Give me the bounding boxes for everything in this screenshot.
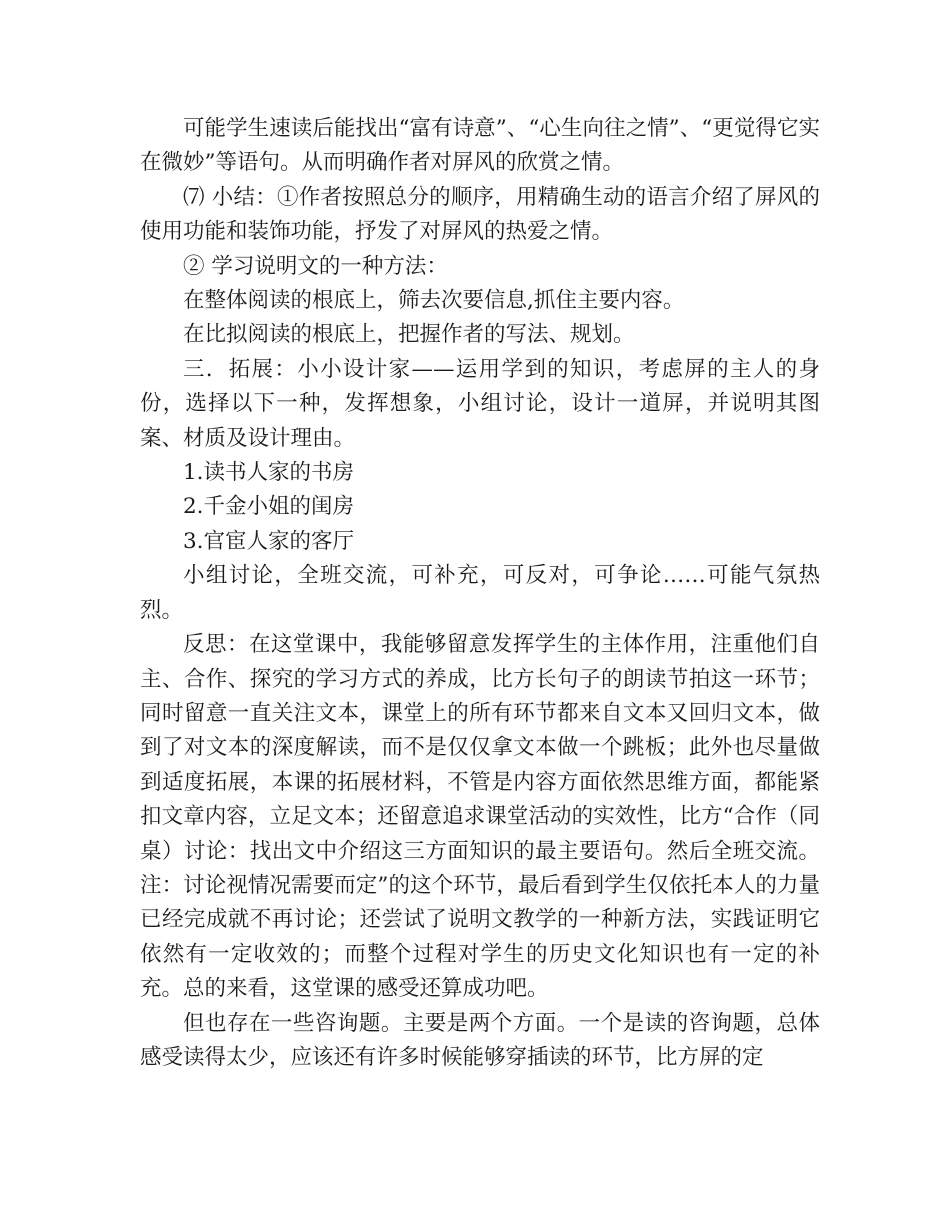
paragraph-reading-result: 可能学生速读后能找出“富有诗意”、“心生向往之情”、“更觉得它实在微妙”等语句。从而明确作者对屏风的欣赏之情。 — [140, 116, 820, 176]
paragraph-extension: 三．拓展：小小设计家——运用学到的知识，考虑屏的主人的身份，选择以下一种，发挥想象，小组讨论，设计一道屏，并说明其图案、材质及设计理由。 — [140, 356, 820, 451]
paragraph-reflection: 反思：在这堂课中，我能够留意发挥学生的主体作用，注重他们自主、合作、探究的学习方式的养成，比方长句子的朗读节拍这一环节；同时留意一直关注文本，课堂上的所有环节都来自文本又回归文本，做到了对文本的深度解读，而不是仅仅拿文本做一个跳板；此外也尽量做到适度拓展，本课的拓展材料，不管是内容方面依然思维方面，都能紧扣文章内容，立足文本；还留意追求课堂活动的实效性，比方“合作（同桌）讨论：找出文中介绍这三方面知识的最主要语句。然后全班交流。注：讨论视情况需要而定”的这个环节，最后看到学生仅依托本人的力量已经完成就不再讨论；还尝试了说明文教学的一种新方法，实践证明它依然有一定收效的；而整个过程对学生的历史文化知识也有一定的补充。总的来看，这堂课的感受还算成功吧。 — [140, 632, 820, 1002]
list-item-living-room: 3.官宦人家的客厅 — [183, 528, 355, 554]
paragraph-summary: ⑺ 小结：①作者按照总分的顺序，用精确生动的语言介绍了屏风的使用功能和装饰功能，抒发了对屏风的热爱之情。 — [140, 184, 820, 245]
paragraph-method-1: 在整体阅读的根底上，筛去次要信息,抓住主要内容。 — [183, 288, 685, 314]
document-body — [140, 112, 820, 1075]
paragraph-problems: 但也存在一些咨询题。主要是两个方面。一个是读的咨询题，总体感受读得太少，应该还有许多时候能够穿插读的环节，比方屏的定 — [140, 1010, 820, 1070]
paragraph-method-2: 在比拟阅读的根底上，把握作者的写法、规划。 — [183, 322, 635, 348]
paragraph-group-discussion: 小组讨论，全班交流，可补充，可反对，可争论……可能气氛热烈。 — [140, 563, 820, 623]
list-item-boudoir: 2.千金小姐的闺房 — [183, 494, 355, 520]
list-item-study: 1.读书人家的书房 — [183, 460, 355, 486]
paragraph-method-heading: ② 学习说明文的一种方法： — [183, 253, 448, 279]
